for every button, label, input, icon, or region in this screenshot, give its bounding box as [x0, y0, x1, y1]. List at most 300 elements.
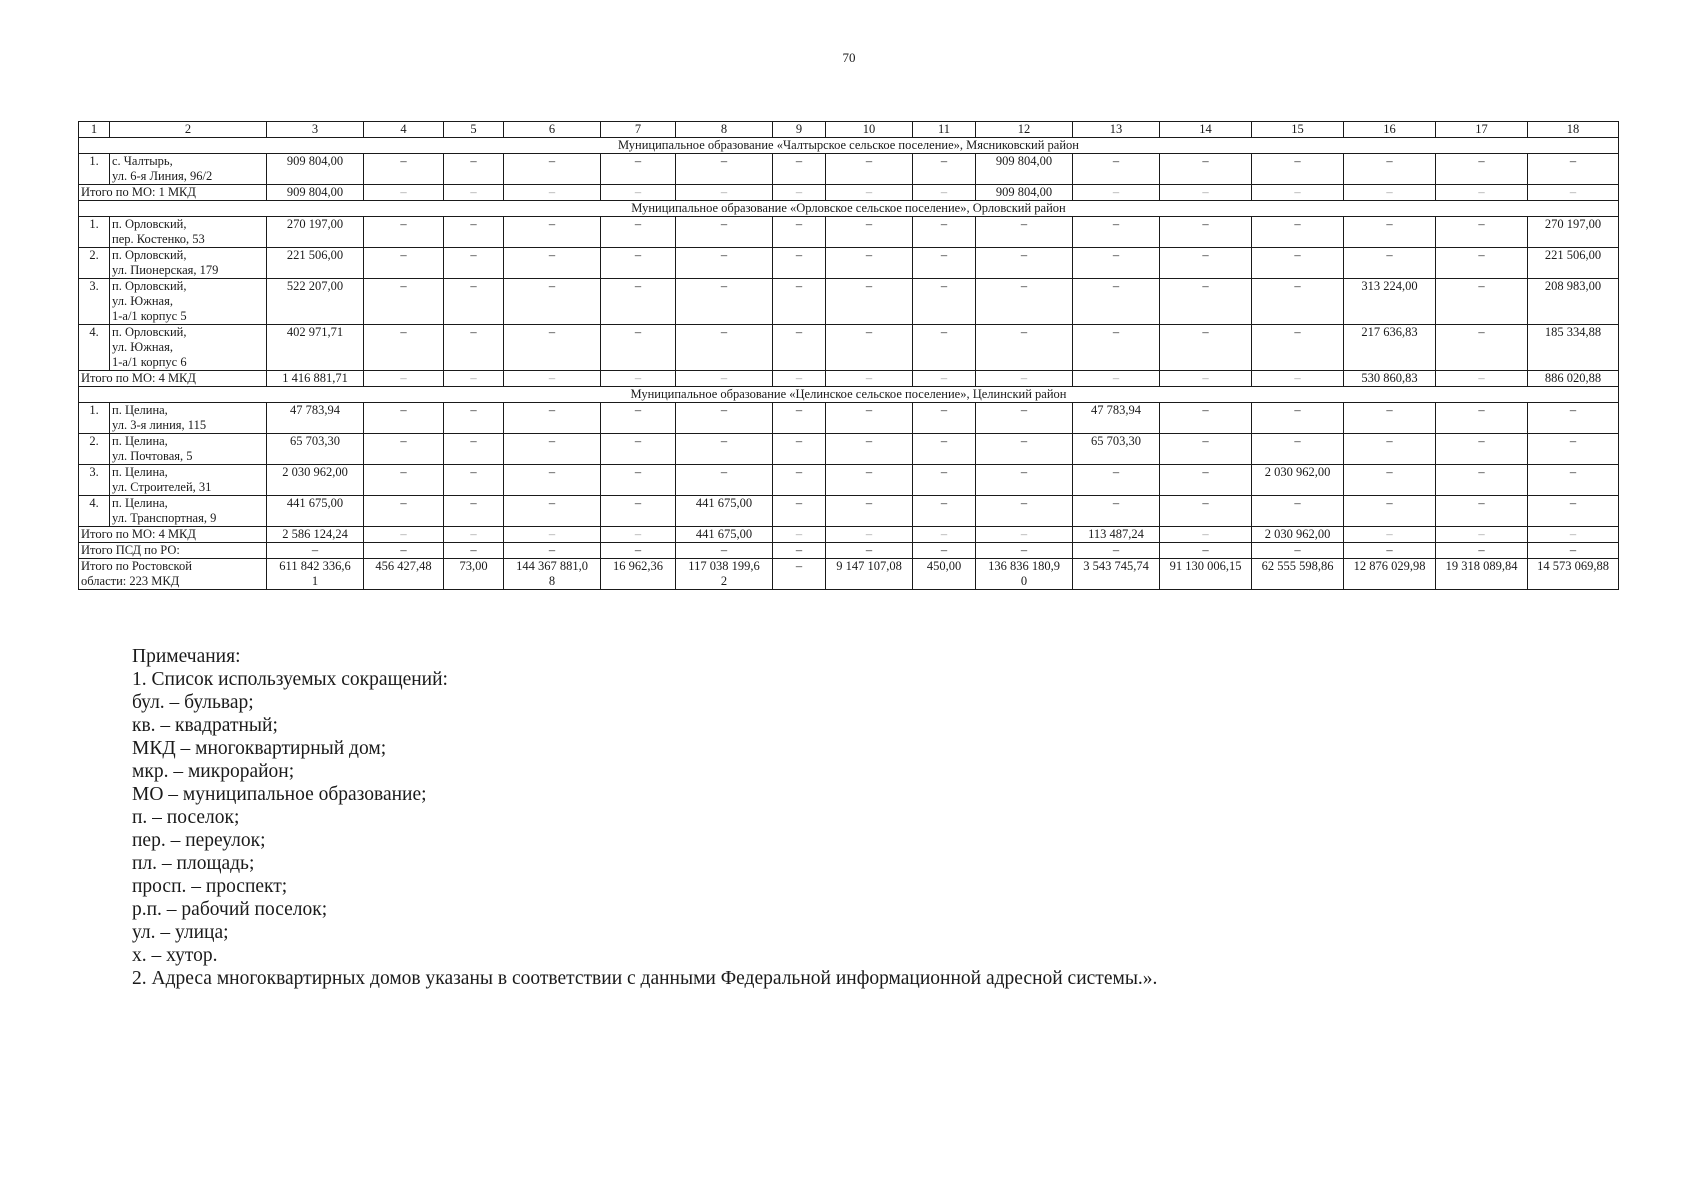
value-cell: – — [601, 185, 676, 201]
value-cell: 208 983,00 — [1528, 279, 1619, 325]
value-cell: – — [826, 279, 913, 325]
row-number: 1. — [79, 154, 110, 185]
table-row — [79, 325, 1619, 371]
address-line: ул. 3-я линия, 115 — [112, 418, 207, 432]
address-cell — [110, 465, 267, 496]
value-cell: 62 555 598,86 — [1252, 559, 1344, 590]
value-cell: – — [504, 496, 601, 527]
value-cell: – — [1073, 279, 1160, 325]
value-cell: – — [913, 248, 976, 279]
row-number: 4. — [79, 325, 110, 371]
value-cell: – — [913, 154, 976, 185]
value-cell: – — [1344, 217, 1436, 248]
value-cell: – — [913, 279, 976, 325]
value-cell: 909 804,00 — [267, 154, 364, 185]
value-cell: – — [913, 217, 976, 248]
municipality-title: Муниципальное образование «Орловское сельское поселение», Орловский район — [79, 201, 1619, 217]
psd-total-row — [79, 543, 1619, 559]
value-cell: – — [504, 543, 601, 559]
value-cell: – — [1252, 543, 1344, 559]
value-cell: – — [773, 217, 826, 248]
col-header: 4 — [364, 122, 444, 138]
municipality-title: Муниципальное образование «Целинское сельское поселение», Целинский район — [79, 387, 1619, 403]
value-cell: – — [676, 185, 773, 201]
value-cell: – — [826, 434, 913, 465]
col-header: 10 — [826, 122, 913, 138]
value-cell: – — [601, 217, 676, 248]
value-cell: – — [676, 248, 773, 279]
value-cell: – — [676, 325, 773, 371]
value-cell: – — [444, 154, 504, 185]
address-line: ул. Строителей, 31 — [112, 480, 212, 494]
row-number: 3. — [79, 465, 110, 496]
table-row — [79, 154, 1619, 185]
value-cell: – — [1436, 543, 1528, 559]
value-cell: – — [1528, 527, 1619, 543]
value-cell: – — [444, 465, 504, 496]
value-cell: 3 543 745,74 — [1073, 559, 1160, 590]
value-cell: – — [1073, 543, 1160, 559]
subtotal-row — [79, 371, 1619, 387]
value-cell: – — [364, 279, 444, 325]
value-cell: – — [913, 371, 976, 387]
value-cell: – — [773, 154, 826, 185]
row-number: 1. — [79, 403, 110, 434]
value-cell: – — [601, 496, 676, 527]
subtotal-label: Итого по МО: 1 МКД — [79, 185, 267, 201]
table-row — [79, 217, 1619, 248]
value-cell: – — [444, 325, 504, 371]
value-cell: – — [601, 434, 676, 465]
value-cell: – — [444, 371, 504, 387]
value-cell: – — [444, 543, 504, 559]
value-cell: – — [364, 496, 444, 527]
value-cell: – — [913, 325, 976, 371]
value-cell: – — [826, 185, 913, 201]
address-line: п. Целина, — [112, 403, 168, 417]
value-cell: – — [364, 465, 444, 496]
value-cell: – — [444, 527, 504, 543]
value-cell: 522 207,00 — [267, 279, 364, 325]
value-cell: – — [773, 496, 826, 527]
value-cell: – — [1160, 279, 1252, 325]
subtotal-label: Итого по МО: 4 МКД — [79, 371, 267, 387]
address-cell — [110, 217, 267, 248]
value-cell: – — [1436, 279, 1528, 325]
value-cell: – — [1344, 434, 1436, 465]
col-header: 18 — [1528, 122, 1619, 138]
section-header-row — [79, 138, 1619, 154]
value-cell: – — [1344, 465, 1436, 496]
abbreviation: х. – хутор. — [132, 945, 218, 966]
table-row — [79, 279, 1619, 325]
address-line: ул. Почтовая, 5 — [112, 449, 193, 463]
value-cell: – — [444, 217, 504, 248]
value-cell: – — [1436, 154, 1528, 185]
value-cell: – — [504, 371, 601, 387]
value-cell: – — [1436, 527, 1528, 543]
address-line: ул. Южная, — [112, 340, 173, 354]
value-cell: – — [976, 434, 1073, 465]
value-cell: – — [1436, 217, 1528, 248]
col-header: 5 — [444, 122, 504, 138]
value-cell: 270 197,00 — [267, 217, 364, 248]
value-cell: – — [1073, 496, 1160, 527]
value-cell: – — [1344, 248, 1436, 279]
table-row — [79, 434, 1619, 465]
value-cell — [676, 559, 773, 590]
value-cell: – — [601, 403, 676, 434]
value-cell: – — [1436, 185, 1528, 201]
value-cell: – — [976, 217, 1073, 248]
value-line: 8 — [548, 574, 556, 588]
value-cell: 450,00 — [913, 559, 976, 590]
value-cell: 221 506,00 — [1528, 248, 1619, 279]
address-line: пер. Костенко, 53 — [112, 232, 205, 246]
address-cell — [110, 248, 267, 279]
value-cell: – — [504, 154, 601, 185]
col-header: 16 — [1344, 122, 1436, 138]
abbreviation: МКД – многоквартирный дом; — [132, 738, 387, 759]
address-line: ул. Пионерская, 179 — [112, 263, 219, 277]
value-cell: – — [364, 325, 444, 371]
value-cell: – — [601, 527, 676, 543]
value-cell: 1 416 881,71 — [267, 371, 364, 387]
value-cell: – — [1528, 154, 1619, 185]
row-number: 3. — [79, 279, 110, 325]
abbreviation: кв. – квадратный; — [132, 715, 278, 736]
col-header: 13 — [1073, 122, 1160, 138]
value-cell: 65 703,30 — [1073, 434, 1160, 465]
value-cell: 19 318 089,84 — [1436, 559, 1528, 590]
notes-title: Примечания: — [132, 646, 241, 667]
value-cell: – — [826, 248, 913, 279]
value-cell: – — [504, 403, 601, 434]
value-cell: – — [913, 543, 976, 559]
value-cell: 2 030 962,00 — [1252, 527, 1344, 543]
address-cell — [110, 434, 267, 465]
value-cell: – — [913, 496, 976, 527]
value-cell: – — [773, 185, 826, 201]
value-cell: – — [676, 371, 773, 387]
value-cell: 456 427,48 — [364, 559, 444, 590]
value-cell: – — [364, 434, 444, 465]
value-cell: – — [1344, 403, 1436, 434]
subtotal-label: Итого по МО: 4 МКД — [79, 527, 267, 543]
value-cell: – — [676, 465, 773, 496]
notes-item-2: 2. Адреса многоквартирных домов указаны в соответствии с данными Федеральной информационной адресной системы.». — [132, 968, 1158, 989]
value-cell: – — [826, 403, 913, 434]
value-cell: – — [826, 465, 913, 496]
value-cell: – — [826, 217, 913, 248]
value-cell: – — [504, 185, 601, 201]
value-cell: – — [444, 248, 504, 279]
grand-total-row — [79, 559, 1619, 590]
address-cell — [110, 496, 267, 527]
value-cell: – — [826, 543, 913, 559]
value-cell: 217 636,83 — [1344, 325, 1436, 371]
value-cell: – — [1160, 217, 1252, 248]
value-cell: – — [1160, 403, 1252, 434]
address-line: п. Орловский, — [112, 325, 187, 339]
value-cell: – — [1160, 527, 1252, 543]
value-cell: – — [1160, 154, 1252, 185]
value-cell: – — [601, 248, 676, 279]
value-cell: – — [267, 543, 364, 559]
value-cell: – — [676, 217, 773, 248]
value-cell: – — [676, 543, 773, 559]
value-cell: – — [601, 279, 676, 325]
address-line: п. Орловский, — [112, 248, 187, 262]
value-cell: – — [773, 371, 826, 387]
section-header-row — [79, 387, 1619, 403]
address-line: п. Целина, — [112, 496, 168, 510]
value-cell: – — [913, 403, 976, 434]
value-cell: – — [1073, 154, 1160, 185]
row-number: 2. — [79, 248, 110, 279]
subtotal-row — [79, 527, 1619, 543]
abbreviation: МО – муниципальное образование; — [132, 784, 427, 805]
value-line: 117 038 199,6 — [688, 559, 760, 573]
value-cell: – — [364, 248, 444, 279]
value-cell: – — [1252, 325, 1344, 371]
value-cell: – — [976, 248, 1073, 279]
value-cell: – — [1528, 185, 1619, 201]
row-number: 4. — [79, 496, 110, 527]
value-cell: – — [1344, 496, 1436, 527]
value-cell: – — [826, 325, 913, 371]
value-cell: – — [773, 559, 826, 590]
row-number: 2. — [79, 434, 110, 465]
value-cell: – — [773, 434, 826, 465]
value-cell: – — [444, 279, 504, 325]
value-cell: – — [444, 434, 504, 465]
value-cell: 441 675,00 — [676, 496, 773, 527]
notes-section — [132, 645, 1157, 990]
value-cell: – — [504, 248, 601, 279]
value-cell: – — [1528, 496, 1619, 527]
value-cell: – — [601, 543, 676, 559]
value-cell: – — [1436, 325, 1528, 371]
address-line: ул. Транспортная, 9 — [112, 511, 217, 525]
abbreviation: просп. – проспект; — [132, 876, 288, 897]
value-cell: – — [364, 154, 444, 185]
value-cell: – — [1252, 217, 1344, 248]
value-cell: – — [1252, 154, 1344, 185]
value-cell — [267, 559, 364, 590]
label-line: области: 223 МКД — [81, 574, 180, 588]
value-cell: – — [504, 465, 601, 496]
value-cell: – — [1528, 465, 1619, 496]
value-cell: – — [1436, 465, 1528, 496]
value-cell: – — [676, 279, 773, 325]
value-cell: – — [976, 543, 1073, 559]
address-line: 1-а/1 корпус 5 — [112, 309, 187, 323]
value-line: 611 842 336,6 — [279, 559, 351, 573]
value-cell: – — [1073, 371, 1160, 387]
value-cell: – — [1436, 248, 1528, 279]
value-cell: 221 506,00 — [267, 248, 364, 279]
value-cell — [504, 559, 601, 590]
funding-table — [78, 121, 1619, 590]
grand-total-label — [79, 559, 267, 590]
value-cell: 9 147 107,08 — [826, 559, 913, 590]
abbreviation: бул. – бульвар; — [132, 692, 254, 713]
address-cell — [110, 154, 267, 185]
value-cell: – — [364, 527, 444, 543]
value-cell: – — [601, 465, 676, 496]
value-cell: – — [976, 465, 1073, 496]
value-cell: – — [913, 434, 976, 465]
col-header: 1 — [79, 122, 110, 138]
table-row — [79, 465, 1619, 496]
address-line: п. Целина, — [112, 465, 168, 479]
value-cell: – — [676, 403, 773, 434]
value-cell: – — [601, 325, 676, 371]
value-cell: 47 783,94 — [267, 403, 364, 434]
address-line: ул. Южная, — [112, 294, 173, 308]
value-cell: – — [976, 527, 1073, 543]
value-cell: – — [1160, 185, 1252, 201]
value-cell: – — [504, 434, 601, 465]
value-cell: – — [1073, 465, 1160, 496]
value-cell: 73,00 — [444, 559, 504, 590]
value-cell: 402 971,71 — [267, 325, 364, 371]
value-cell: 441 675,00 — [267, 496, 364, 527]
value-line: 136 836 180,9 — [988, 559, 1060, 573]
value-cell: – — [1528, 543, 1619, 559]
value-cell: 185 334,88 — [1528, 325, 1619, 371]
abbreviation: пл. – площадь; — [132, 853, 255, 874]
value-cell: – — [1160, 543, 1252, 559]
value-cell: – — [773, 527, 826, 543]
abbreviation: мкр. – микрорайон; — [132, 761, 295, 782]
psd-label: Итого ПСД по РО: — [79, 543, 267, 559]
value-cell: 113 487,24 — [1073, 527, 1160, 543]
value-cell: – — [1436, 403, 1528, 434]
value-cell: – — [504, 325, 601, 371]
value-cell: – — [1252, 371, 1344, 387]
value-cell: – — [1344, 154, 1436, 185]
address-cell — [110, 279, 267, 325]
col-header: 6 — [504, 122, 601, 138]
value-cell: 270 197,00 — [1528, 217, 1619, 248]
value-cell: – — [1252, 185, 1344, 201]
value-cell: 441 675,00 — [676, 527, 773, 543]
value-cell: 12 876 029,98 — [1344, 559, 1436, 590]
address-line: п. Целина, — [112, 434, 168, 448]
value-cell: – — [773, 403, 826, 434]
value-cell: – — [1073, 185, 1160, 201]
value-cell: 909 804,00 — [267, 185, 364, 201]
value-cell: – — [773, 465, 826, 496]
value-cell: – — [976, 325, 1073, 371]
value-line: 0 — [1020, 574, 1028, 588]
col-header: 9 — [773, 122, 826, 138]
value-cell: – — [504, 279, 601, 325]
value-cell: – — [913, 465, 976, 496]
value-cell: – — [1252, 434, 1344, 465]
value-cell: – — [826, 154, 913, 185]
col-header: 15 — [1252, 122, 1344, 138]
value-cell: – — [1436, 434, 1528, 465]
col-header: 7 — [601, 122, 676, 138]
value-cell: – — [826, 527, 913, 543]
value-cell: – — [1160, 465, 1252, 496]
notes-item-1: 1. Список используемых сокращений: — [132, 669, 448, 690]
value-cell: – — [601, 371, 676, 387]
value-cell: – — [1344, 527, 1436, 543]
value-cell: – — [364, 371, 444, 387]
value-cell: – — [826, 496, 913, 527]
value-cell: – — [1160, 496, 1252, 527]
row-number: 1. — [79, 217, 110, 248]
col-header: 17 — [1436, 122, 1528, 138]
value-cell: 65 703,30 — [267, 434, 364, 465]
value-line: 2 — [720, 574, 728, 588]
page-number: 70 — [842, 50, 856, 65]
value-cell: – — [444, 496, 504, 527]
section-header-row — [79, 201, 1619, 217]
value-cell: – — [773, 543, 826, 559]
value-cell: – — [364, 185, 444, 201]
address-cell — [110, 325, 267, 371]
value-cell: – — [913, 527, 976, 543]
value-cell: – — [504, 217, 601, 248]
value-cell: – — [1436, 371, 1528, 387]
value-cell: – — [1160, 325, 1252, 371]
value-cell: – — [364, 217, 444, 248]
value-line: 1 — [311, 574, 319, 588]
abbreviation: р.п. – рабочий поселок; — [132, 899, 328, 920]
value-cell: – — [676, 434, 773, 465]
value-cell: – — [1344, 543, 1436, 559]
value-cell: – — [1073, 217, 1160, 248]
value-cell: – — [1528, 434, 1619, 465]
value-cell: – — [364, 403, 444, 434]
value-cell: – — [504, 527, 601, 543]
value-cell: – — [976, 496, 1073, 527]
col-header: 3 — [267, 122, 364, 138]
value-cell: 91 130 006,15 — [1160, 559, 1252, 590]
value-cell: – — [1528, 403, 1619, 434]
abbreviation: п. – поселок; — [132, 807, 240, 828]
value-cell: – — [1252, 248, 1344, 279]
address-cell — [110, 403, 267, 434]
value-cell: – — [1252, 496, 1344, 527]
value-cell: – — [976, 371, 1073, 387]
col-header: 2 — [110, 122, 267, 138]
value-cell: – — [976, 279, 1073, 325]
abbreviation: ул. – улица; — [132, 922, 229, 943]
value-cell: – — [1073, 325, 1160, 371]
value-cell: – — [826, 371, 913, 387]
municipality-title: Муниципальное образование «Чалтырское сельское поселение», Мясниковский район — [79, 138, 1619, 154]
value-cell: – — [444, 185, 504, 201]
value-cell: – — [1252, 279, 1344, 325]
address-line: 1-а/1 корпус 6 — [112, 355, 187, 369]
value-cell: – — [976, 403, 1073, 434]
label-line: Итого по Ростовской — [81, 559, 192, 573]
value-line: 144 367 881,0 — [516, 559, 588, 573]
value-cell — [976, 559, 1073, 590]
table-row — [79, 496, 1619, 527]
value-cell: 2 030 962,00 — [1252, 465, 1344, 496]
address-line: п. Орловский, — [112, 279, 187, 293]
value-cell: 909 804,00 — [976, 185, 1073, 201]
value-cell: 2 030 962,00 — [267, 465, 364, 496]
column-number-row — [79, 122, 1619, 138]
